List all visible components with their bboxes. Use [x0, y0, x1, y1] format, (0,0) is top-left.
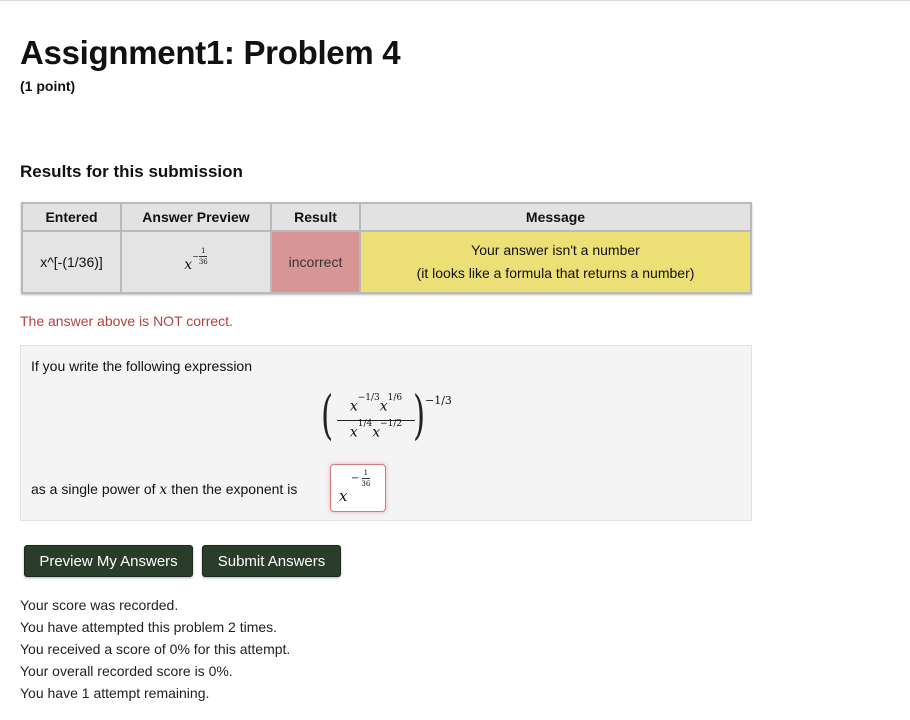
right-paren: ): [413, 386, 426, 446]
col-preview-header: Answer Preview: [121, 203, 271, 231]
results-table: [21, 202, 752, 294]
preview-answers-button[interactable]: Preview My Answers: [24, 545, 193, 577]
preview-sign: −: [192, 251, 199, 261]
expression-denominator: $x^{1/4}x^{-1/2}$: [349, 419, 403, 441]
submit-answers-button[interactable]: Submit Answers: [202, 545, 341, 577]
preview-exponent: [192, 247, 208, 267]
status-line: You received a score of 0% for this attempt.: [20, 641, 291, 657]
status-line: You have 1 attempt remaining.: [20, 685, 210, 701]
outer-exponent: −1/3: [425, 394, 452, 407]
message-cell: [360, 231, 751, 293]
problem-body: [20, 345, 752, 521]
results-header-row: [22, 203, 751, 231]
page-title: Assignment1: Problem 4: [20, 34, 401, 71]
result-cell: incorrect: [271, 231, 360, 293]
preview-fraction: [199, 247, 208, 266]
message-line-1: Your answer isn't a number: [471, 242, 640, 258]
incorrect-feedback: The answer above is NOT correct.: [20, 313, 233, 329]
preview-num: 1: [201, 247, 206, 256]
left-paren: (: [321, 386, 334, 446]
fraction-bar: [337, 420, 415, 421]
answer-input[interactable]: [330, 464, 386, 512]
table-row: [22, 231, 751, 293]
problem-question: as a single power of x then the exponent is: [31, 481, 298, 498]
answer-preview-math: [184, 247, 208, 273]
problem-intro: If you write the following expression: [31, 358, 252, 374]
expression-numerator: $x^{-1/3}x^{1/6}$: [349, 393, 403, 415]
preview-base: x: [184, 256, 193, 273]
answer-exponent: − $\frac{1}{36}$: [351, 469, 371, 488]
status-line: Your overall recorded score is 0%.: [20, 663, 233, 679]
variable-x: x: [159, 482, 168, 498]
preview-den: 36: [198, 258, 208, 267]
status-line: You have attempted this problem 2 times.: [20, 619, 278, 635]
answer-base: x: [339, 487, 348, 505]
entered-cell: x^[-(1/36)]: [22, 231, 121, 293]
top-divider: [0, 0, 910, 1]
problem-points: (1 point): [20, 78, 76, 94]
results-heading: Results for this submission: [20, 162, 243, 181]
col-result-header: Result: [271, 203, 360, 231]
col-message-header: Message: [360, 203, 751, 231]
answer-preview-cell: [121, 231, 271, 293]
col-entered-header: Entered: [22, 203, 121, 231]
message-line-2: (it looks like a formula that returns a number): [416, 265, 695, 281]
status-line: Your score was recorded.: [20, 597, 179, 613]
score-status: [20, 594, 290, 704]
